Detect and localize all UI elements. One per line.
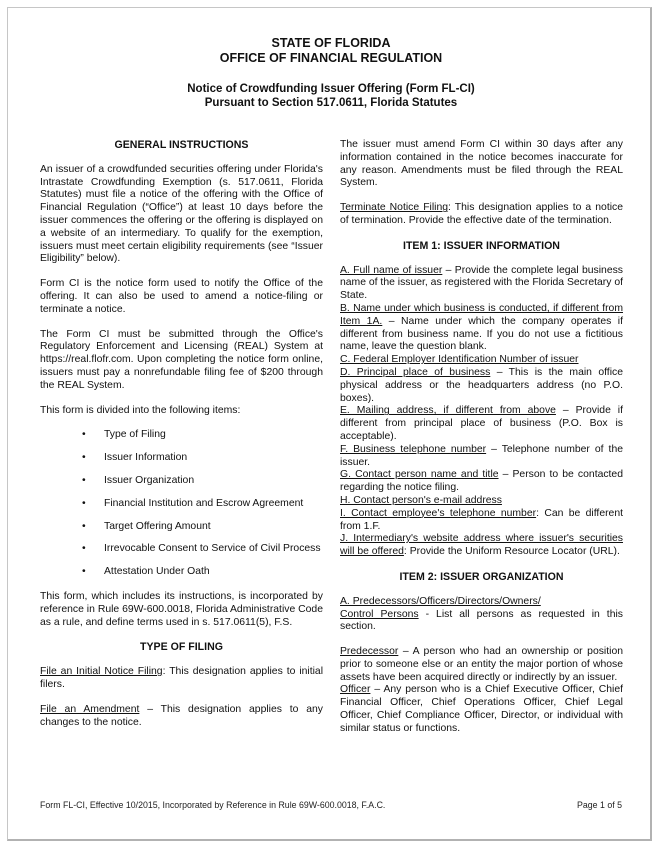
general-instructions-para-1: An issuer of a crowdfunded securities offering under Florida's Intrastate Crowdfunding Exemption (s. 517.0611, Florida Statutes) must file a notice of the offering with the Office of Financial Regulation (“Office”) at least 10 days before the issuer commences the offering or the offering is displayed on a website of an intermediary. To qualify for the exemption, issuers must meet certain eligibility requirements (see “Issuer Eligibility” below). — [40, 163, 323, 265]
definition-officer-rest: – Any person who is a Chief Executive Officer, Chief Financial Officer, Chief Operations Officer, Chief Legal Officer, Chief Compliance Officer, Director, or individual with similar status or functions. — [340, 684, 623, 734]
item1-field-a — [340, 265, 623, 303]
item1-field-i-lead: I. Contact employee's telephone number — [340, 507, 537, 519]
filing-type-initial-rest: : This designation applies to initial filers. — [40, 666, 323, 690]
general-instructions-para-3: The Form CI must be submitted through the Office's Regulatory Enforcement and Licensing (REAL) System at https://real.flofr.com. Upon completing the notice form online, issuers must pay a nonrefundable filing fee of $200 through the REAL System. — [40, 328, 323, 391]
amend-requirement-para: The issuer must amend Form CI within 30 days after any information contained in the notice becomes inaccurate for any reason. Amendments must be filed through the REAL System. — [340, 139, 623, 189]
document-header — [40, 36, 622, 110]
item1-field-h — [340, 495, 623, 508]
definition-officer — [340, 684, 623, 735]
item1-field-f — [340, 444, 623, 470]
document-page — [40, 36, 622, 748]
item2-field-a-rest: - List all persons as requested in this section. — [340, 608, 623, 633]
footer-form-reference: Form FL-CI, Effective 10/2015, Incorporated by Reference in Rule 69W-600.0018, F.A.C. — [40, 800, 386, 810]
item1-field-g-lead: G. Contact person name and title — [340, 469, 499, 481]
filing-type-amendment-rest: – This designation applies to any changes to the notice. — [40, 703, 323, 728]
item1-field-j-lead: J. Intermediary's website address where issuer's securities will be offered — [340, 533, 623, 558]
general-instructions-para-2: Form CI is the notice form used to notify the Office of the offering. It can also be used to amend a notice-filing or terminate a notice. — [40, 278, 323, 315]
item1-field-a-rest: – Provide the complete legal business name of the issuer, as registered with the Florida Secretary of State. — [340, 264, 623, 302]
filing-type-terminate-rest: : This designation applies to a notice of termination. Provide the effective date of the termination. — [340, 202, 623, 226]
subtitle-line-1: Notice of Crowdfunding Issuer Offering (Form FL-CI) — [187, 83, 475, 95]
item1-field-e-lead: E. Mailing address, if different from above — [340, 405, 556, 417]
item1-field-g — [340, 469, 623, 495]
title-line-2: OFFICE OF FINANCIAL REGULATION — [219, 50, 443, 65]
item1-field-d-lead: D. Principal place of business — [340, 366, 491, 378]
item1-field-b-lead: B. Name under which business is conducted, if different from Item 1A. — [340, 302, 623, 327]
item2-field-a-lead1: A. Predecessors/Officers/Directors/Owners/ — [340, 595, 541, 607]
definition-predecessor-lead: Predecessor — [340, 646, 399, 658]
two-column-body — [40, 139, 622, 748]
item1-field-b-rest: – Name under which the company operates if different from business name. If you do not use a fictitious name, leave the question blank. — [340, 315, 624, 353]
item1-field-d — [340, 367, 623, 405]
list-item: • Issuer Organization — [82, 475, 323, 488]
item1-field-a-lead: A. Full name of issuer — [340, 264, 443, 276]
filing-type-terminate-lead: Terminate Notice Filing — [340, 202, 449, 214]
item1-field-j — [340, 533, 623, 559]
list-item: • Financial Institution and Escrow Agreement — [82, 498, 323, 511]
list-item: • Issuer Information — [82, 452, 323, 465]
type-of-filing-heading: TYPE OF FILING — [140, 641, 223, 654]
item1-field-c-lead: C. Federal Employer Identification Number of issuer — [340, 354, 579, 366]
item2-field-a — [340, 596, 623, 634]
item1-field-c — [340, 354, 623, 367]
footer-page-number: Page 1 of 5 — [577, 800, 622, 810]
item1-heading: ITEM 1: ISSUER INFORMATION — [403, 239, 560, 252]
item2-field-a-lead2: Control Persons — [340, 608, 419, 620]
item1-field-i-rest: : Can be different from 1.F. — [340, 507, 623, 532]
list-item: • Irrevocable Consent to Service of Civil Process — [82, 543, 323, 556]
form-items-intro: This form is divided into the following items: — [40, 404, 241, 416]
list-item: • Type of Filing — [82, 429, 323, 442]
item1-field-h-lead: H. Contact person's e-mail address — [340, 494, 502, 506]
incorporated-by-reference-para: This form, which includes its instructions, is incorporated by reference in Rule 69W-600.0018, Florida Administrative Code as a rule, and define terms used in s. 517.0611(5), F.S. — [40, 590, 323, 628]
filing-type-initial — [40, 666, 323, 692]
definition-officer-lead: Officer — [340, 684, 371, 696]
general-instructions-heading: GENERAL INSTRUCTIONS — [114, 139, 249, 151]
filing-type-initial-lead: File an Initial Notice Filing — [40, 666, 163, 678]
definition-predecessor — [340, 646, 623, 684]
list-item: • Attestation Under Oath — [82, 566, 323, 579]
filing-type-terminate — [340, 202, 623, 228]
definition-predecessor-rest: – A person who had an ownership or position prior to someone else or an entity the major portion of whose assets have been acquired directly or indirectly by an issuer. — [340, 646, 623, 683]
left-column — [40, 139, 323, 748]
list-item: • Target Offering Amount — [82, 521, 323, 534]
form-title — [40, 82, 622, 110]
filing-type-amendment-lead: File an Amendment — [40, 703, 140, 715]
item1-field-f-lead: F. Business telephone number — [340, 443, 487, 455]
subtitle-line-2: Pursuant to Section 517.0611, Florida Statutes — [204, 97, 458, 109]
item1-field-b — [340, 303, 623, 354]
form-items-list — [40, 429, 323, 579]
page-footer — [40, 800, 622, 810]
item1-field-d-rest: – This is the main office physical address or the headquarters address (no P.O. boxes). — [340, 366, 623, 404]
item1-field-f-rest: – Telephone number of the issuer. — [340, 443, 624, 468]
agency-title — [40, 36, 622, 65]
right-column — [340, 139, 623, 748]
title-line-1: STATE OF FLORIDA — [271, 36, 391, 50]
item1-field-i — [340, 508, 623, 534]
item1-field-e — [340, 405, 623, 443]
item2-heading: ITEM 2: ISSUER ORGANIZATION — [399, 570, 564, 583]
item1-field-e-rest: – Provide if different from principal place of business (P.O. Box is acceptable). — [340, 405, 623, 442]
item1-field-g-rest: – Person to be contacted regarding the notice filing. — [340, 469, 623, 494]
item1-field-j-rest: : Provide the Uniform Resource Locator (URL). — [403, 546, 620, 558]
filing-type-amendment — [40, 704, 323, 730]
